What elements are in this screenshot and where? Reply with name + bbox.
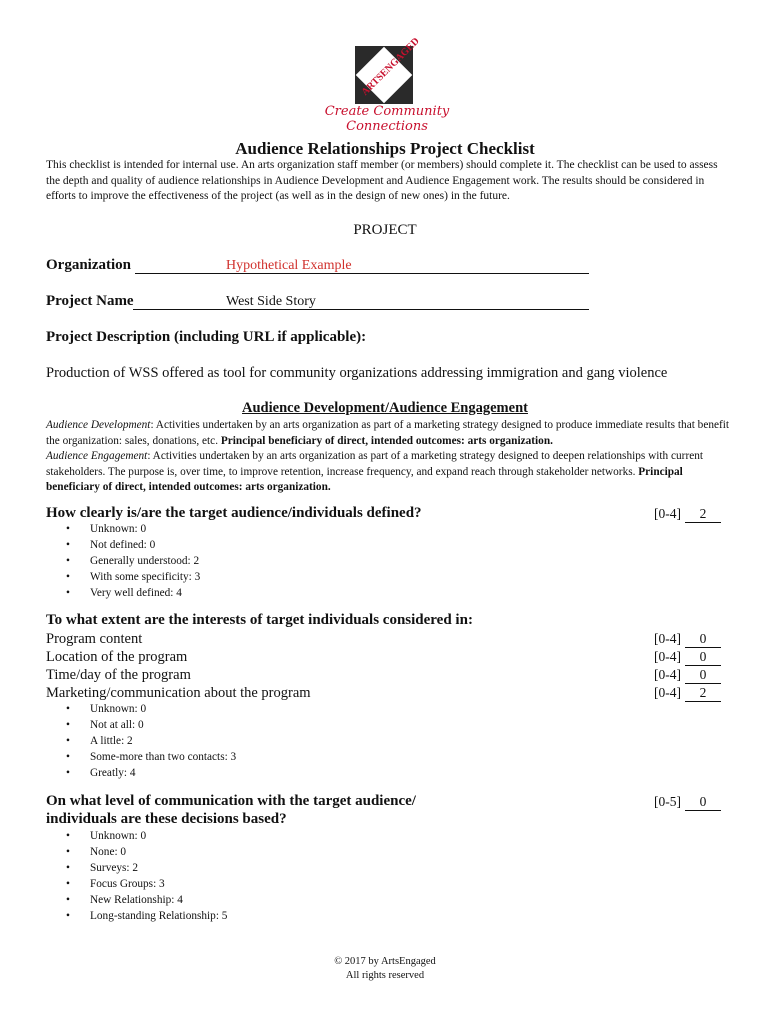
- q2-item-score: [654, 667, 721, 684]
- organization-line: [135, 273, 589, 274]
- dev-beneficiary: Principal beneficiary of direct, intended outcomes: arts organization.: [220, 434, 553, 447]
- q2-question: To what extent are the interests of target individuals considered in:: [46, 612, 473, 628]
- project-name-line: [133, 309, 589, 310]
- artsengaged-logo: [355, 35, 422, 104]
- logo-text: ARTSENGAGED: [359, 35, 422, 98]
- eng-term: Audience Engagement: [46, 450, 148, 462]
- q2-item-score: [654, 685, 721, 702]
- list-item: • Unknown: 0: [66, 521, 200, 537]
- project-description-label: Project Description (including URL if applicable):: [46, 329, 367, 345]
- q2-item-score: [654, 631, 721, 648]
- list-item: • Generally understood: 2: [66, 553, 200, 569]
- q3-options: [66, 828, 227, 924]
- list-item: • New Relationship: 4: [66, 892, 227, 908]
- list-item: • Some-more than two contacts: 3: [66, 749, 236, 765]
- score-value[interactable]: 2: [685, 685, 721, 702]
- q1-options: [66, 521, 200, 601]
- q2-options: [66, 701, 236, 781]
- eng-beneficiary: Principal beneficiary of direct, intended outcomes: arts organization.: [46, 465, 683, 493]
- dev-text: : Activities undertaken by an arts organization as part of a marketing strategy designed to produce immediate results that benefit the organization: sales, donations, etc.: [46, 419, 730, 447]
- list-item: • None: 0: [66, 844, 227, 860]
- list-item: • With some specificity: 3: [66, 569, 200, 585]
- q3-score-value[interactable]: 0: [685, 794, 721, 811]
- project-name-value: West Side Story: [226, 294, 316, 309]
- list-item: • A little: 2: [66, 733, 236, 749]
- q2-item-label: Program content: [46, 631, 143, 647]
- q3-question-line2: individuals are these decisions based?: [46, 811, 287, 827]
- q3-score: [654, 794, 721, 811]
- project-heading: PROJECT: [353, 222, 417, 238]
- list-item: • Surveys: 2: [66, 860, 227, 876]
- organization-label: Organization: [46, 257, 131, 273]
- q1-score-value[interactable]: 2: [685, 506, 721, 523]
- list-item: • Greatly: 4: [66, 765, 236, 781]
- list-item: • Not defined: 0: [66, 537, 200, 553]
- definitions-heading: Audience Development/Audience Engagement: [242, 400, 528, 416]
- dev-term: Audience Development: [46, 419, 151, 431]
- copyright: © 2017 by ArtsEngaged: [334, 956, 436, 967]
- q1-range: [0-4]: [654, 506, 681, 521]
- organization-value: Hypothetical Example: [226, 258, 352, 273]
- intro-paragraph: This checklist is intended for internal use. An arts organization staff member (or members) should complete it. The checklist can be used to assess the depth and quality of audience relationships in Audience Development and Audience Engagement work. The results should be considered in efforts to improve the effectiveness of the project (as well as in the design of new ones) in the future.: [46, 159, 718, 202]
- footer: [0, 955, 770, 983]
- logo-tagline: Create Community Connections: [324, 104, 450, 134]
- score-value[interactable]: 0: [685, 631, 721, 648]
- score-range: [0-4]: [654, 631, 681, 646]
- list-item: • Long-standing Relationship: 5: [66, 908, 227, 924]
- q3-range: [0-5]: [654, 794, 681, 809]
- list-item: • Focus Groups: 3: [66, 876, 227, 892]
- score-range: [0-4]: [654, 685, 681, 700]
- q3-question-line1: On what level of communication with the target audience/: [46, 793, 416, 809]
- list-item: • Unknown: 0: [66, 828, 227, 844]
- page-title: Audience Relationships Project Checklist: [235, 139, 535, 158]
- definitions-block: [46, 418, 730, 496]
- q2-item-label: Marketing/communication about the program: [46, 685, 311, 701]
- score-range: [0-4]: [654, 667, 681, 682]
- q1-question: How clearly is/are the target audience/individuals defined?: [46, 505, 422, 521]
- project-name-label: Project Name: [46, 293, 134, 309]
- q2-item-label: Time/day of the program: [46, 667, 191, 683]
- eng-text: : Activities undertaken by an arts organization as part of a marketing strategy designed to deepen relationships with current stakeholders. The purpose is, over time, to improve retention, increase frequency, and expand reach through stakeholder networks.: [46, 450, 704, 478]
- score-range: [0-4]: [654, 649, 681, 664]
- q2-item-score: [654, 649, 721, 666]
- rights-reserved: All rights reserved: [345, 970, 425, 981]
- score-value[interactable]: 0: [685, 649, 721, 666]
- score-value[interactable]: 0: [685, 667, 721, 684]
- q1-score: [654, 506, 721, 523]
- list-item: • Not at all: 0: [66, 717, 236, 733]
- project-description-value: Production of WSS offered as tool for community organizations addressing immigration and gang violence: [46, 365, 668, 381]
- q2-item-label: Location of the program: [46, 649, 188, 665]
- list-item: • Very well defined: 4: [66, 585, 200, 601]
- list-item: • Unknown: 0: [66, 701, 236, 717]
